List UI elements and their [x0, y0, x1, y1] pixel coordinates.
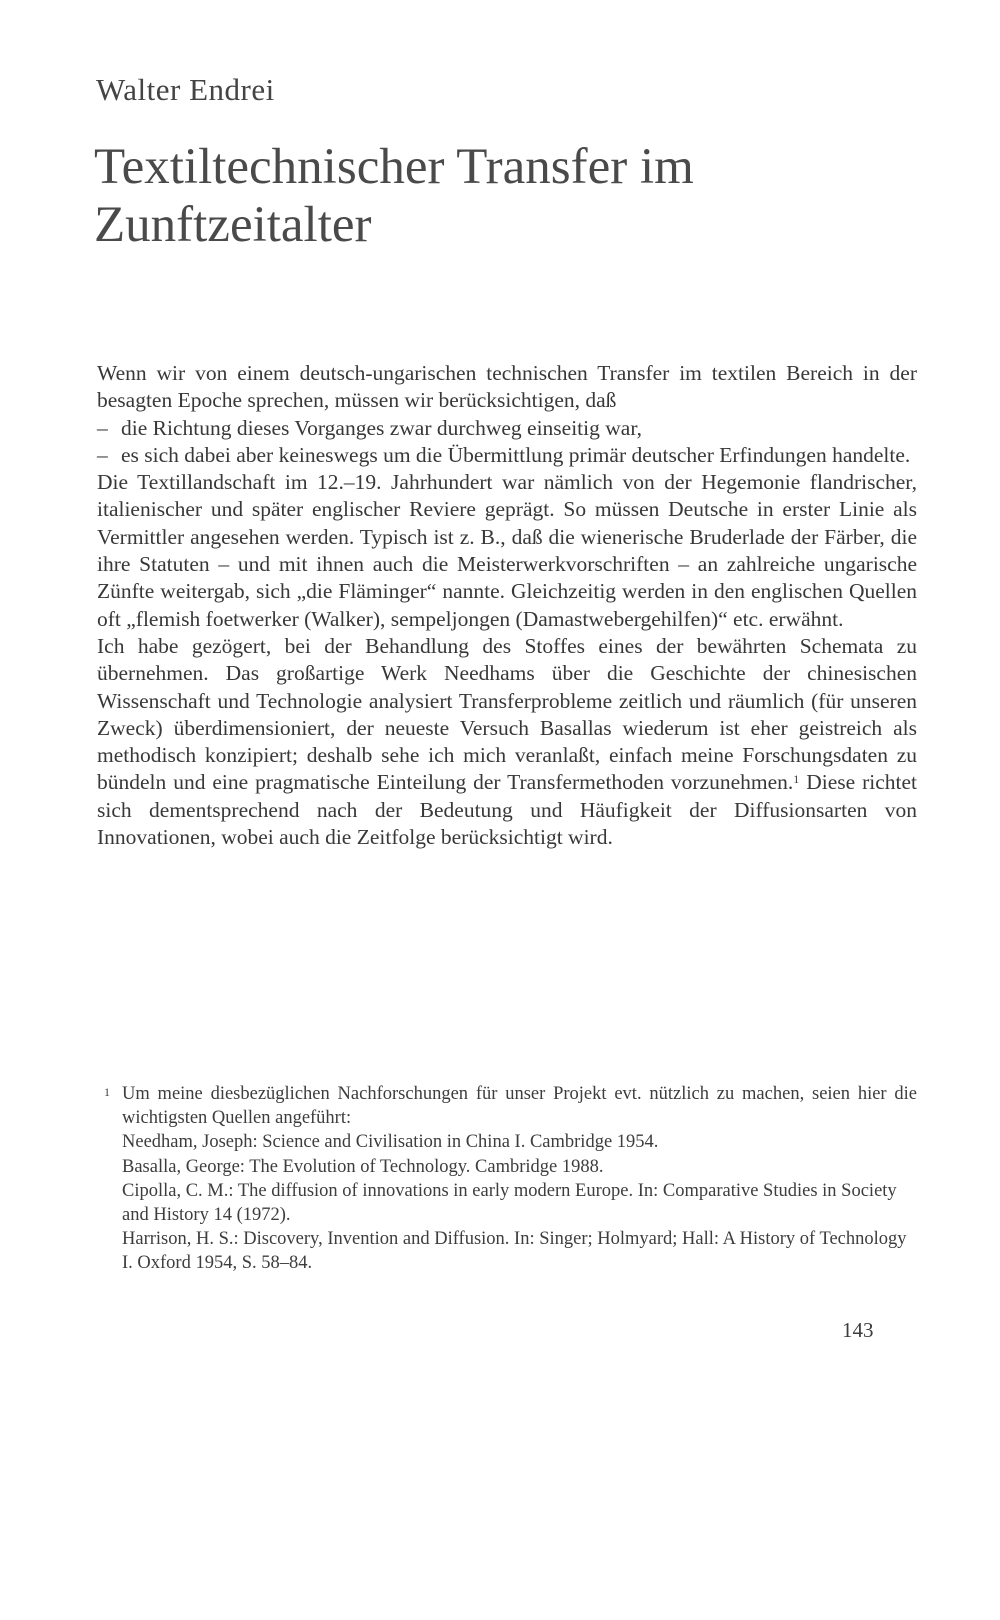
footnote-reference: 1: [793, 772, 800, 787]
paragraph-methodology-text: Ich habe gezögert, bei der Behandlung des Stoffes eines der bewährten Schemata zu übernehmen. Das großartige Werk Needhams über die Geschichte der chinesischen Wissenschaft und Technologie analysiert Transferprobleme zeitlich und räumlich (für unseren Zweck) überdimensioniert, der neueste Versuch Basallas wiederum ist eher geistreich als methodisch konzipiert; deshalb sehe ich mich veranlaßt, einfach meine Forschungsdaten zu bündeln und eine pragmatische Einteilung der Transfermethoden vorzunehmen.: [97, 633, 917, 795]
footnote-intro: Um meine diesbezüglichen Nachforschungen für unser Projekt evt. nützlich zu machen, seien hier die wichtigsten Quellen angeführt:: [122, 1084, 917, 1129]
chapter-title-line-1: Textiltechnischer Transfer im: [94, 139, 694, 195]
bullet-dash: –: [97, 415, 108, 440]
bullet-item: [97, 415, 917, 442]
paragraph-methodology-continuation: Diese richtet sich dementsprechend nach der Bedeutung und Häufigkeit der Diffusionsarten von Innovationen, wobei auch die Zeitfolge berücksichtigt wird.: [97, 770, 917, 850]
bullet-text: die Richtung dieses Vorganges zwar durchweg einseitig war,: [121, 415, 642, 440]
footnote-mark: 1: [104, 1085, 110, 1099]
chapter-title: [94, 138, 914, 254]
paragraph-methodology: [97, 633, 917, 851]
bullet-item: [97, 442, 917, 469]
chapter-title-line-2: Zunftzeitalter: [94, 197, 372, 253]
bullet-list: [97, 415, 917, 470]
footnote: [104, 1082, 917, 1276]
footnote-reference-entry: Basalla, George: The Evolution of Technology. Cambridge 1988.: [122, 1156, 604, 1177]
bullet-text: es sich dabei aber keineswegs um die Übermittlung primär deutscher Erfindungen handelte.: [121, 442, 911, 467]
footnote-reference-entry: Cipolla, C. M.: The diffusion of innovations in early modern Europe. In: Comparative Studies in Society and History 14 (1972).: [122, 1180, 897, 1226]
bullet-dash: –: [97, 442, 108, 467]
page-number: 143: [842, 1318, 874, 1342]
footnote-reference-entry: Needham, Joseph: Science and Civilisation in China I. Cambridge 1954.: [122, 1132, 659, 1153]
footnote-text: [122, 1082, 917, 1276]
paragraph-textile-landscape: Die Textillandschaft im 12.–19. Jahrhundert war nämlich von der Hegemonie flandrischer, italienischer und später englischer Reviere geprägt. So müssen Deutsche in erster Linie als Vermittler angesehen werden. Typisch ist z. B., daß die wienerische Bruderlade der Färber, die ihre Statuten – und mit ihnen auch die Meisterwerkvorschriften – an zahlreiche ungarische Zünfte weitergab, sich „die Fläminger“ nannte. Gleichzeitig werden in den englischen Quellen oft „flemish foetwerker (Walker), sempeljongen (Damastwebergehilfen)“ etc. erwähnt.: [97, 470, 917, 631]
intro-paragraph: Wenn wir von einem deutsch-ungarischen technischen Transfer im textilen Bereich in der besagten Epoche sprechen, müssen wir berücksichtigen, daß: [97, 361, 917, 413]
body-text: [97, 360, 917, 851]
author-name: Walter Endrei: [96, 72, 275, 107]
footnote-reference-entry: Harrison, H. S.: Discovery, Invention and Diffusion. In: Singer; Holmyard; Hall: A History of Technology I. Oxford 1954, S. 58–84.: [122, 1229, 907, 1274]
